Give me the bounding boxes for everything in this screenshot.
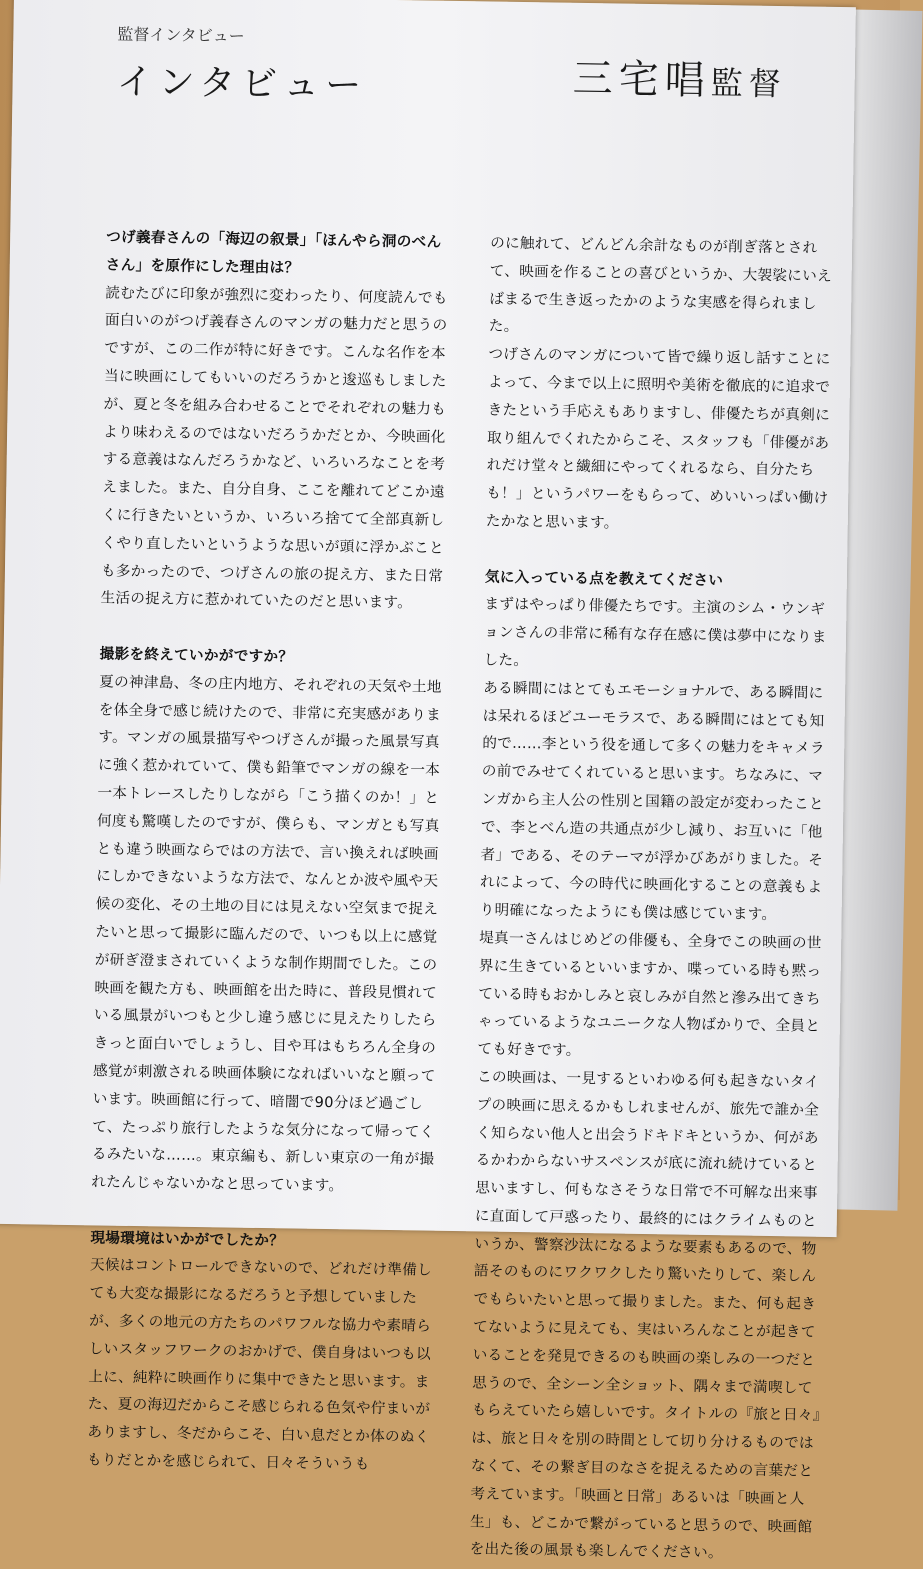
interview-question: 現場環境はいかがでしたか？ — [90, 1229, 285, 1250]
interview-answer: 堤真一さんはじめどの俳優も、全身でこの映画の世界に生きているといいますか、喋っている時も黙っている時もおかしみと哀しみが自然と滲み出てきちゃっているようなユニークな人物ばかりで、全員とても好きです。 — [477, 929, 822, 1060]
page-title: インタビュー — [116, 61, 368, 107]
interview-answer: 天候はコントロールできないので、どれだけ準備しても大変な撮影になるだろうと予想していましたが、多くの地元の方たちのパワフルな協力や素晴らしいスタッフワークのおかげで、僕自身はいつも以上に、純粋に映画作りに集中できたと思います。また、夏の海辺だからこそ感じられる色気や佇まいがありますし、冬だからこそ、白い息だとか体のぬくもりだとかを感じられて、日々そういうも — [86, 1256, 433, 1473]
right-column — [469, 230, 840, 1569]
interview-question: つげ義春さんの「海辺の叙景」「ほんやら洞のべんさん」を原作にした理由は？ — [105, 228, 442, 277]
interview-answer: ある瞬間にはとてもエモーショナルで、ある瞬間には呆れるほどユーモラスで、ある瞬間にはとても知的で……李という役を通して多くの魅力をキャメラの前でみせてくれていると思います。ちなみに、マンガから主人公の性別と国籍の設定が変わったことで、李とべん造の共通点が少し減り、お互いに「他者」である、そのテーマが浮かびあがりました。それによって、今の時代に映画化することの意義もより明確になったようにも僕は感じています。 — [479, 679, 825, 924]
section-label: 監督インタビュー — [117, 24, 245, 46]
interview-answer: のに触れて、どんどん余計なものが削ぎ落とされて、映画を作ることの喜びというか、大袈裟にいえばまるで生き返ったかのような実感を得られました。 — [488, 234, 833, 336]
interview-answer: 読むたびに印象が強烈に変わったり、何度読んでも面白いのがつげ義春さんのマンガの魅力だと思うのですが、この二作が特に好きです。こんな名作を本当に映画にしてもいいのだろうかと逡巡もしましたが、夏と冬を組み合わせることでそれぞれの魅力もより味わえるのではないだろうかだとか、今映画化する意義はなんだろうかなど、いろいろなことを考えました。また、自分自身、ここを離れてどこか遠くに行きたいというか、いろいろ捨てて全部真新しくやり直したいというような思いが頭に浮かぶことも多かったので、つげさんの旅の捉え方、また日常生活の捉え方に惹かれていたのだと思います。 — [100, 284, 448, 612]
interview-answer: まずはやっぱり俳優たちです。主演のシム・ウンギョンさんの非常に稀有な存在感に僕は夢中になりました。 — [483, 595, 827, 670]
director-title — [572, 47, 787, 107]
interview-question: 撮影を終えていかがですか？ — [99, 645, 294, 666]
interview-answer: 夏の神津島、冬の庄内地方、それぞれの天気や土地を体全身で感じ続けたので、非常に充実感があります。マンガの風景描写やつげさんが撮った風景写真に強く惹かれていて、僕も鉛筆でマンガの線を一本一本トレースしたりしながら「こう描くのか！」と何度も驚嘆したのですが、僕らも、マンガとも写真とも違う映画ならではの方法で、言い換えれば映画にしかできないような方法で、なんとか波や風や天候の変化、その土地の目には見えない空気まで捉えたいと思って撮影に臨んだので、いつも以上に感覚が研ぎ澄まされていくような制作期間でした。この映画を観た方も、映画館を出た時に、普段見慣れている風景がいつもと少し違う感じに見えたりしたらきっと面白いでしょうし、目や耳はもちろん全身の感覚が刺激される映画体験になればいいなと願っています。映画館に行って、暗闇で90分ほど過ごして、たっぷり旅行したような気分になって帰ってくるみたいな……。東京編も、新しい東京の一角が撮れたんじゃないかなと思っています。 — [91, 673, 442, 1195]
director-name: 三宅唱 — [572, 55, 712, 104]
interview-question: 気に入っている点を教えてください — [484, 568, 724, 589]
interview-answer: つげさんのマンガについて皆で繰り返し話すことによって、今まで以上に照明や美術を徹底的に追求できたという手応えもありますし、俳優たちが真剣に取り組んでくれたからこそ、スタッフも「俳優があれだけ堂々と繊細にやってくれるなら、自分たちも！」というパワーをもらって、めいいっぱい働けたかなと思います。 — [485, 345, 831, 532]
director-role: 監督 — [710, 63, 787, 104]
interview-answer: この映画は、一見するといわゆる何も起きないタイプの映画に思えるかもしれませんが、旅先で誰か全く知らない他人と出会うドキドキというか、何があるかわからないサスペンスが底に流れ続けていると思いますし、何もなさそうな日常で不可解な出来事に直面して戸惑ったり、最終的にはクライムものというか、警察沙汰になるような要素もあるので、物語そのものにワクワクしたり驚いたりして、楽しんでもらいたいと思って撮りました。また、何も起きてないように見えても、実はいろんなことが起きていることを発見できるのも映画の楽しみの一つだと思うので、全シーン全ショット、隅々まで満喫してもらえていたら嬉しいです。タイトルの『旅と日々』は、旅と日々を別の時間として切り分けるものではなくて、その繋ぎ目のなさを捉えるための言葉だと考えています。「映画と日常」あるいは「映画と人生」も、どこかで繋がっていると思うので、映画館を出た後の風景も楽しんでください。 — [469, 1068, 821, 1562]
left-column — [87, 223, 457, 1479]
